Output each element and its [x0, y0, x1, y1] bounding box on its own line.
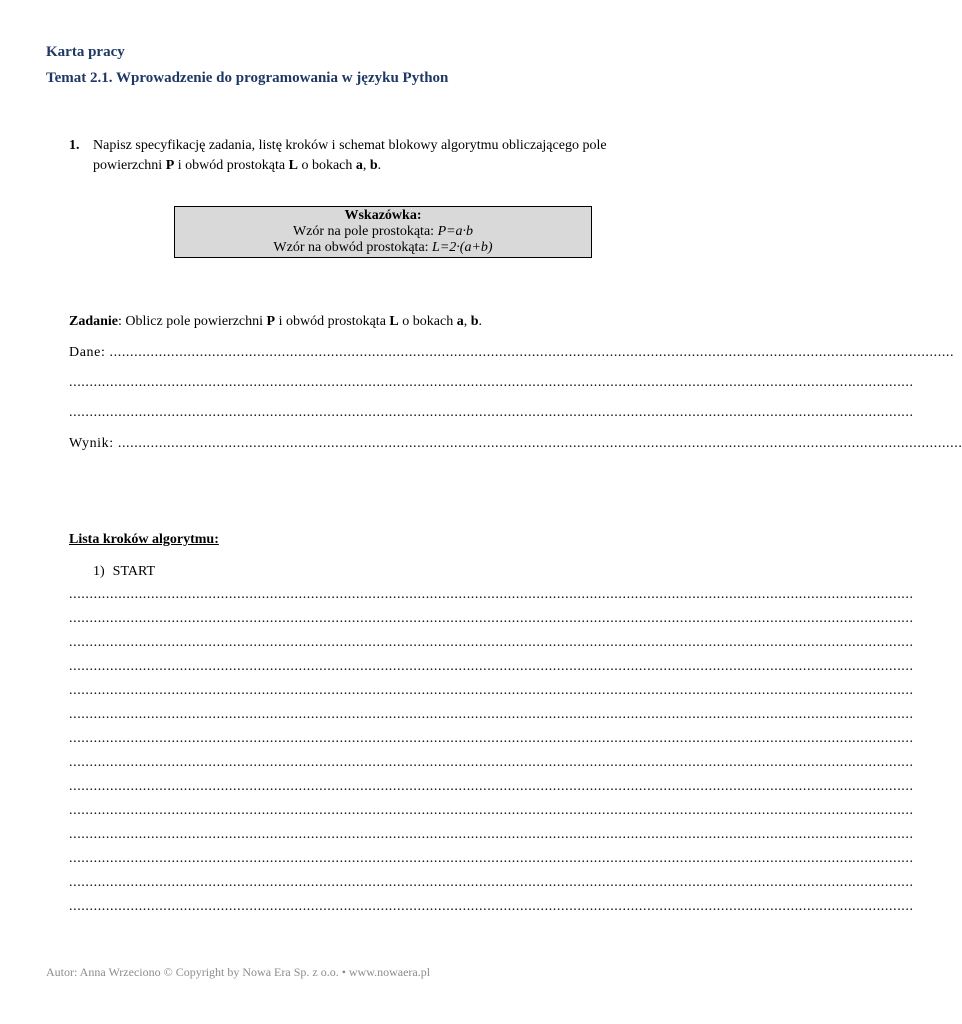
- step-number: 1): [93, 564, 105, 579]
- step-line[interactable]: [69, 826, 914, 844]
- step-1: [93, 562, 155, 581]
- hint-perimeter-label: Wzór na obwód prostokąta:: [273, 240, 433, 255]
- steps-heading: Lista kroków algorytmu:: [69, 532, 219, 547]
- step-line[interactable]: [69, 898, 914, 916]
- var-a: a: [456, 314, 464, 329]
- topic-title: Temat 2.1. Wprowadzenie do programowania w języku Python: [46, 70, 449, 86]
- var-b: b: [470, 314, 479, 329]
- dane-field-line3[interactable]: [69, 404, 914, 422]
- separator: ,: [362, 158, 370, 173]
- dotted-answer-line: ..............................................................................................................................................................................................................: [69, 611, 914, 626]
- task-instruction-line1: Napisz specyfikację zadania, listę kroków i schemat blokowy algorytmu obliczającego pole: [93, 138, 607, 153]
- dotted-answer-line: ..............................................................................................................................................................................................................: [69, 755, 914, 770]
- hint-perimeter: [175, 240, 591, 256]
- dotted-answer-line: ..............................................................................................................................................................................................................: [69, 375, 914, 390]
- dotted-answer-line: ..............................................................................................................................................................................................................: [69, 827, 914, 842]
- var-P: P: [165, 158, 175, 173]
- task-text: : Oblicz pole powierzchni: [118, 314, 267, 329]
- task-text: o bokach: [398, 314, 457, 329]
- period: .: [377, 158, 382, 173]
- step-line[interactable]: [69, 754, 914, 772]
- hint-area: [175, 224, 591, 240]
- step-line[interactable]: [69, 682, 914, 700]
- dotted-answer-line: ..............................................................................................................................................................................................................: [69, 405, 914, 420]
- dotted-answer-line: ..............................................................................................................................................................................................................: [117, 436, 962, 451]
- area-formula: P=a·b: [437, 224, 474, 239]
- task-instruction-line2: [93, 156, 381, 175]
- var-L: L: [288, 158, 298, 173]
- dotted-answer-line: ..............................................................................................................................................................................................................: [69, 659, 914, 674]
- dotted-answer-line: ..............................................................................................................................................................................................................: [109, 345, 955, 360]
- step-text: START: [112, 564, 156, 579]
- var-a: a: [355, 158, 363, 173]
- step-line[interactable]: [69, 850, 914, 868]
- task-text: i obwód prostokąta: [275, 314, 390, 329]
- var-L: L: [389, 314, 399, 329]
- var-b: b: [369, 158, 378, 173]
- step-line[interactable]: [69, 730, 914, 748]
- dotted-answer-line: ..............................................................................................................................................................................................................: [69, 851, 914, 866]
- step-line[interactable]: [69, 802, 914, 820]
- copyright-footer: Autor: Anna Wrzeciono © Copyright by Nowa Era Sp. z o.o. • www.nowaera.pl: [46, 965, 431, 979]
- dotted-answer-line: ..............................................................................................................................................................................................................: [69, 635, 914, 650]
- dotted-answer-line: ..............................................................................................................................................................................................................: [69, 899, 914, 914]
- dane-label: Dane:: [69, 345, 110, 360]
- specification-task: [69, 312, 482, 331]
- wynik-field[interactable]: [69, 435, 962, 453]
- step-line[interactable]: [69, 778, 914, 796]
- step-line[interactable]: [69, 634, 914, 652]
- dotted-answer-line: ..............................................................................................................................................................................................................: [69, 707, 914, 722]
- dotted-answer-line: ..............................................................................................................................................................................................................: [69, 875, 914, 890]
- dotted-answer-line: ..............................................................................................................................................................................................................: [69, 683, 914, 698]
- task-text: o bokach: [297, 158, 356, 173]
- step-line[interactable]: [69, 706, 914, 724]
- dotted-answer-line: ..............................................................................................................................................................................................................: [69, 803, 914, 818]
- dane-field[interactable]: [69, 344, 955, 362]
- task-label: Zadanie: [69, 314, 119, 329]
- step-line[interactable]: [69, 586, 914, 604]
- task-number: 1.: [69, 138, 80, 153]
- task-text: powierzchni: [93, 158, 166, 173]
- dotted-answer-line: ..............................................................................................................................................................................................................: [69, 587, 914, 602]
- step-line[interactable]: [69, 874, 914, 892]
- step-line[interactable]: [69, 658, 914, 676]
- dane-field-line2[interactable]: [69, 374, 914, 392]
- period: .: [478, 314, 482, 329]
- hint-heading: Wskazówka:: [344, 208, 422, 223]
- task-text: i obwód prostokąta: [174, 158, 289, 173]
- dotted-answer-line: ..............................................................................................................................................................................................................: [69, 731, 914, 746]
- hint-box: [174, 206, 592, 258]
- worksheet-title: Karta pracy: [46, 44, 125, 60]
- wynik-label: Wynik:: [69, 436, 118, 451]
- var-P: P: [266, 314, 276, 329]
- separator: ,: [463, 314, 471, 329]
- dotted-answer-line: ..............................................................................................................................................................................................................: [69, 779, 914, 794]
- step-line[interactable]: [69, 610, 914, 628]
- perimeter-formula: L=2·(a+b): [432, 240, 493, 255]
- hint-area-label: Wzór na pole prostokąta:: [292, 224, 438, 239]
